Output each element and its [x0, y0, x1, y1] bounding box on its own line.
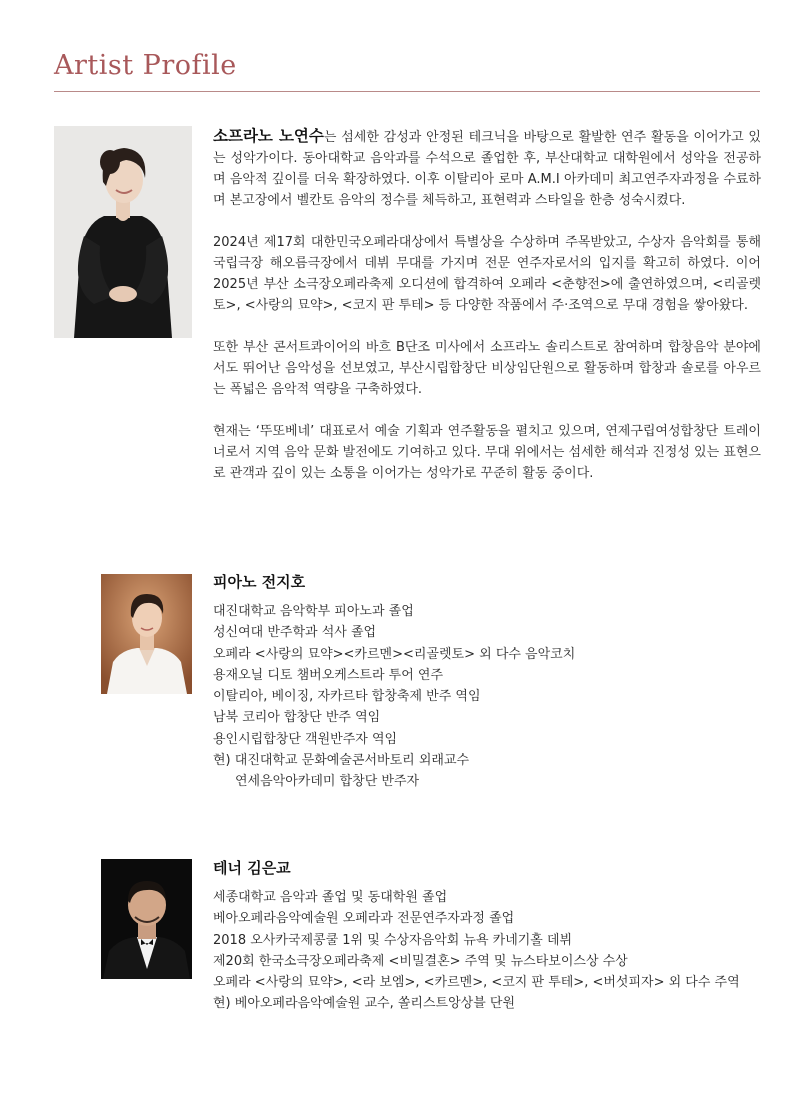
- list-item: 현) 베아오페라음악예술원 교수, 쏠리스트앙상블 단원: [213, 996, 516, 1012]
- list-item: 오페라 <사랑의 묘약>, <라 보엠>, <카르멘>, <코지 판 투테>, <버섯피자> 외 다수 주역: [213, 975, 740, 991]
- pianist-profile: [213, 572, 761, 793]
- tenor-profile: [213, 858, 761, 1015]
- tenor-career-list: [213, 887, 761, 1015]
- list-item: 용재오닐 디토 챔버오케스트라 투어 연주: [213, 667, 444, 683]
- soprano-bio-paragraph: 소프라노 노연수는 섬세한 감성과 안정된 테크닉을 바탕으로 활발한 연주 활동을 이어가고 있는 성악가이다. 동아대학교 음악과를 수석으로 졸업한 후, 부산대학교 대학원에서 성악을 전공하며 음악적 깊이를 더욱 확장하였다. 이후 이탈리아 로마 A.M.I 아카데미 최고연주자과정을 수료하며 본고장에서 벨칸토 음악의 정수를 체득하고, 표현력과 스타일을 한층 성숙시켰다.: [213, 127, 761, 208]
- soprano-portrait: [54, 126, 192, 338]
- list-item: 남북 코리아 합창단 반주 역임: [213, 710, 381, 726]
- soprano-bio: [213, 126, 761, 505]
- pianist-career-list: [213, 601, 761, 793]
- soprano-bio-paragraph: 2024년 제17회 대한민국오페라대상에서 특별상을 수상하며 주목받았고, 수상자 음악회를 통해 국립극장 해오름극장에서 데뷔 무대를 가지며 전문 연주자로서의 입지를 확고히 하였다. 이어 2025년 부산 소극장오페라축제 오디션에 합격하여 오페라 <춘향전>에 출연하였으며, <리골렛토>, <사랑의 묘약>, <코지 판 투테> 등 다양한 작품에서 주·조역으로 무대 경험을 쌓아왔다.: [213, 235, 761, 313]
- list-item: 성신여대 반주학과 석사 졸업: [213, 625, 377, 641]
- list-item: 2018 오사카국제콩쿨 1위 및 수상자음악회 뉴욕 카네기홀 데뷔: [213, 932, 573, 948]
- list-item: 제20회 한국소극장오페라축제 <비밀결혼> 주역 및 뉴스타보이스상 수상: [213, 953, 628, 969]
- tenor-portrait: [101, 859, 192, 979]
- soprano-bio-paragraph: 또한 부산 콘서트콰이어의 바흐 B단조 미사에서 소프라노 솔리스트로 참여하며 합창음악 분야에서도 뛰어난 음악성을 선보였고, 부산시립합창단 비상임단원으로 활동하며 합창과 솔로를 아우르는 폭넓은 음악적 역량을 구축하였다.: [213, 340, 761, 397]
- pianist-name: 피아노 전지호: [213, 573, 306, 591]
- list-item: 현) 대진대학교 문화예술콘서바토리 외래교수: [213, 753, 470, 769]
- list-item: 세종대학교 음악과 졸업 및 동대학원 졸업: [213, 890, 448, 905]
- soprano-bio-paragraph: 현재는 ‘뚜또베네’ 대표로서 예술 기획과 연주활동을 펼치고 있으며, 연제구립여성합창단 트레이너로서 지역 음악 문화 발전에도 기여하고 있다. 무대 위에서는 섬세한 해석과 진정성 있는 표현으로 관객과 깊이 있는 소통을 이어가는 성악가로 꾸준히 활동 중이다.: [213, 424, 761, 481]
- title-divider: [54, 91, 760, 92]
- list-item: 베아오페라음악예술원 오페라과 전문연주자과정 졸업: [213, 911, 515, 927]
- list-item: 용인시립합창단 객원반주자 역임: [213, 731, 398, 747]
- tenor-name: 테너 김은교: [213, 859, 291, 877]
- page-title: Artist Profile: [54, 50, 237, 81]
- soprano-name: 소프라노 노연수: [213, 127, 324, 145]
- list-item: 이탈리아, 베이징, 자카르타 합창축제 반주 역임: [213, 689, 481, 705]
- list-item: 연세음악아카데미 합창단 반주자: [235, 774, 420, 790]
- pianist-portrait: [101, 574, 192, 694]
- list-item: 오페라 <사랑의 묘약><카르멘><리골렛토> 외 다수 음악코치: [213, 646, 576, 662]
- list-item: 대진대학교 음악학부 피아노과 졸업: [213, 604, 414, 619]
